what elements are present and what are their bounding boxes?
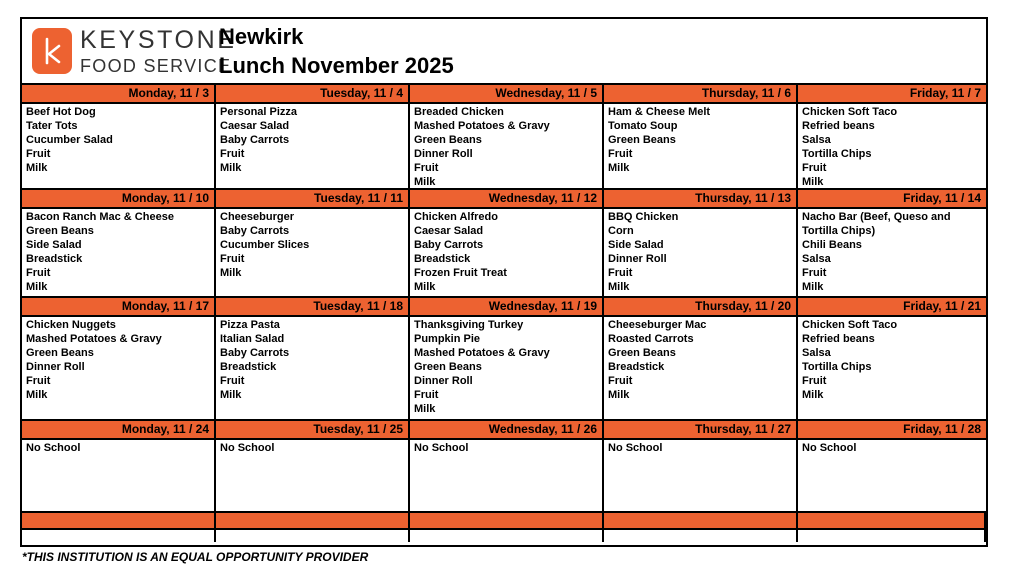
- day-menu-tuesday-week-1: [216, 104, 410, 190]
- menu-item: Fruit: [26, 148, 51, 160]
- day-header-tuesday-week-2: Tuesday, 11 / 11: [216, 190, 410, 209]
- menu-item: Fruit: [414, 162, 439, 174]
- menu-item: Fruit: [608, 267, 633, 279]
- menu-item: No School: [608, 442, 663, 454]
- empty-cell: [216, 530, 410, 542]
- menu-item: Breadstick: [608, 361, 665, 373]
- day-header-wednesday-week-2: Wednesday, 11 / 12: [410, 190, 604, 209]
- day-menu-tuesday-week-2: [216, 209, 410, 298]
- menu-item: Fruit: [26, 267, 51, 279]
- menu-item: Fruit: [802, 267, 827, 279]
- empty-cell: [410, 530, 604, 542]
- day-menu-friday-week-2: [798, 209, 986, 298]
- menu-item: Milk: [220, 162, 242, 174]
- day-header-thursday-week-4: Thursday, 11 / 27: [604, 421, 798, 440]
- day-menu-wednesday-week-4: [410, 440, 604, 513]
- menu-item: Cucumber Slices: [220, 239, 310, 251]
- menu-item: Caesar Salad: [220, 120, 290, 132]
- empty-cell: [798, 530, 986, 542]
- menu-item: Fruit: [802, 375, 827, 387]
- menu-item: Tater Tots: [26, 120, 78, 132]
- menu-item: Green Beans: [414, 361, 482, 373]
- menu-item: Pizza Pasta: [220, 319, 280, 331]
- menu-item: Tortilla Chips: [802, 148, 872, 160]
- menu-item: Chicken Nuggets: [26, 319, 116, 331]
- day-header-monday-week-1: Monday, 11 / 3: [22, 85, 216, 104]
- menu-item: Italian Salad: [220, 333, 285, 345]
- menu-item: Mashed Potatoes & Gravy: [414, 120, 550, 132]
- menu-item: Milk: [26, 162, 48, 174]
- menu-item: Green Beans: [26, 347, 94, 359]
- day-header-wednesday-week-1: Wednesday, 11 / 5: [410, 85, 604, 104]
- menu-item: Milk: [414, 176, 436, 188]
- menu-item: Cucumber Salad: [26, 134, 113, 146]
- menu-item: Ham & Cheese Melt: [608, 106, 711, 118]
- menu-item: Green Beans: [414, 134, 482, 146]
- keystone-logo-icon: [32, 28, 72, 74]
- menu-item: Fruit: [26, 375, 51, 387]
- day-header-wednesday-week-3: Wednesday, 11 / 19: [410, 298, 604, 317]
- menu-item: Personal Pizza: [220, 106, 298, 118]
- day-menu-wednesday-week-3: [410, 317, 604, 421]
- menu-item: Milk: [414, 403, 436, 415]
- menu-item: Milk: [608, 389, 630, 401]
- menu-item: Milk: [802, 389, 824, 401]
- menu-item: Frozen Fruit Treat: [414, 267, 507, 279]
- day-header-tuesday-week-4: Tuesday, 11 / 25: [216, 421, 410, 440]
- day-menu-friday-week-4: [798, 440, 986, 513]
- day-header-monday-week-2: Monday, 11 / 10: [22, 190, 216, 209]
- day-menu-tuesday-week-3: [216, 317, 410, 421]
- menu-item: Fruit: [802, 162, 827, 174]
- empty-header-bar: [410, 513, 604, 530]
- brand-subtitle: FOOD SERVICE: [80, 56, 232, 76]
- day-header-thursday-week-3: Thursday, 11 / 20: [604, 298, 798, 317]
- menu-item: Salsa: [802, 134, 831, 146]
- menu-item: Dinner Roll: [414, 375, 473, 387]
- menu-item: Thanksgiving Turkey: [414, 319, 524, 331]
- menu-item: Milk: [26, 281, 48, 293]
- day-menu-monday-week-4: [22, 440, 216, 513]
- menu-item: Beef Hot Dog: [26, 106, 96, 118]
- day-menu-tuesday-week-4: [216, 440, 410, 513]
- menu-item: Side Salad: [26, 239, 82, 251]
- menu-item: Baby Carrots: [220, 225, 290, 237]
- menu-item: Baby Carrots: [220, 134, 290, 146]
- menu-item: Milk: [220, 267, 242, 279]
- menu-item: Milk: [802, 176, 824, 188]
- menu-item: Milk: [414, 281, 436, 293]
- menu-item: Fruit: [608, 148, 633, 160]
- menu-item: Chili Beans: [802, 239, 862, 251]
- menu-item: Fruit: [220, 253, 245, 265]
- menu-item: Baby Carrots: [220, 347, 290, 359]
- menu-item: Chicken Soft Taco: [802, 319, 898, 331]
- menu-calendar-grid: [22, 83, 986, 542]
- menu-item: Mashed Potatoes & Gravy: [26, 333, 162, 345]
- menu-item: Milk: [26, 389, 48, 401]
- menu-item: Green Beans: [608, 134, 676, 146]
- day-header-friday-week-1: Friday, 11 / 7: [798, 85, 986, 104]
- menu-header: [22, 19, 986, 83]
- day-header-wednesday-week-4: Wednesday, 11 / 26: [410, 421, 604, 440]
- menu-item: Salsa: [802, 253, 831, 265]
- menu-item: Nacho Bar (Beef, Queso and Tortilla Chips): [802, 211, 951, 237]
- empty-header-bar: [216, 513, 410, 530]
- menu-item: Fruit: [414, 389, 439, 401]
- menu-item: Breadstick: [414, 253, 471, 265]
- day-menu-wednesday-week-1: [410, 104, 604, 190]
- day-menu-monday-week-3: [22, 317, 216, 421]
- menu-item: Green Beans: [608, 347, 676, 359]
- menu-item: Milk: [608, 162, 630, 174]
- menu-item: Fruit: [220, 375, 245, 387]
- day-header-monday-week-4: Monday, 11 / 24: [22, 421, 216, 440]
- day-menu-thursday-week-4: [604, 440, 798, 513]
- day-header-tuesday-week-3: Tuesday, 11 / 18: [216, 298, 410, 317]
- equal-opportunity-note: *THIS INSTITUTION IS AN EQUAL OPPORTUNITY PROVIDER: [22, 550, 369, 564]
- day-header-thursday-week-2: Thursday, 11 / 13: [604, 190, 798, 209]
- day-menu-monday-week-1: [22, 104, 216, 190]
- menu-item: Roasted Carrots: [608, 333, 694, 345]
- day-menu-thursday-week-1: [604, 104, 798, 190]
- menu-item: Pumpkin Pie: [414, 333, 481, 345]
- empty-header-bar: [604, 513, 798, 530]
- menu-item: Bacon Ranch Mac & Cheese: [26, 211, 174, 223]
- menu-item: Fruit: [220, 148, 245, 160]
- empty-header-bar: [22, 513, 216, 530]
- menu-item: Dinner Roll: [26, 361, 85, 373]
- empty-header-bar: [798, 513, 986, 530]
- menu-item: Refried beans: [802, 120, 875, 132]
- menu-item: Refried beans: [802, 333, 875, 345]
- menu-item: Side Salad: [608, 239, 664, 251]
- day-menu-friday-week-1: [798, 104, 986, 190]
- menu-item: No School: [802, 442, 857, 454]
- menu-item: Chicken Soft Taco: [802, 106, 898, 118]
- menu-item: No School: [26, 442, 81, 454]
- school-name: Newkirk: [219, 24, 304, 49]
- menu-item: Tortilla Chips: [802, 361, 872, 373]
- empty-cell: [604, 530, 798, 542]
- day-menu-friday-week-3: [798, 317, 986, 421]
- menu-item: Dinner Roll: [608, 253, 667, 265]
- menu-item: No School: [220, 442, 275, 454]
- menu-item: Cheeseburger: [220, 211, 294, 223]
- menu-item: Tomato Soup: [608, 120, 678, 132]
- menu-title: Lunch November 2025: [219, 53, 454, 78]
- menu-item: Mashed Potatoes & Gravy: [414, 347, 550, 359]
- menu-item: Dinner Roll: [414, 148, 473, 160]
- day-header-friday-week-3: Friday, 11 / 21: [798, 298, 986, 317]
- menu-item: Breadstick: [26, 253, 83, 265]
- menu-item: BBQ Chicken: [608, 211, 679, 223]
- menu-item: Milk: [608, 281, 630, 293]
- day-header-tuesday-week-1: Tuesday, 11 / 4: [216, 85, 410, 104]
- empty-cell: [22, 530, 216, 542]
- logo-k-mark: [32, 28, 72, 74]
- day-menu-thursday-week-2: [604, 209, 798, 298]
- day-header-friday-week-2: Friday, 11 / 14: [798, 190, 986, 209]
- menu-item: Corn: [608, 225, 634, 237]
- menu-item: Cheeseburger Mac: [608, 319, 707, 331]
- day-menu-wednesday-week-2: [410, 209, 604, 298]
- menu-item: Breaded Chicken: [414, 106, 504, 118]
- day-header-monday-week-3: Monday, 11 / 17: [22, 298, 216, 317]
- day-menu-monday-week-2: [22, 209, 216, 298]
- day-header-friday-week-4: Friday, 11 / 28: [798, 421, 986, 440]
- day-header-thursday-week-1: Thursday, 11 / 6: [604, 85, 798, 104]
- day-menu-thursday-week-3: [604, 317, 798, 421]
- menu-item: Fruit: [608, 375, 633, 387]
- menu-item: Milk: [802, 281, 824, 293]
- menu-item: Milk: [220, 389, 242, 401]
- menu-item: Chicken Alfredo: [414, 211, 498, 223]
- menu-item: Baby Carrots: [414, 239, 484, 251]
- menu-item: Green Beans: [26, 225, 94, 237]
- menu-frame: [20, 17, 988, 547]
- menu-item: Caesar Salad: [414, 225, 484, 237]
- brand-name: KEYSTONE: [80, 26, 237, 54]
- menu-item: No School: [414, 442, 469, 454]
- menu-item: Salsa: [802, 347, 831, 359]
- menu-item: Breadstick: [220, 361, 277, 373]
